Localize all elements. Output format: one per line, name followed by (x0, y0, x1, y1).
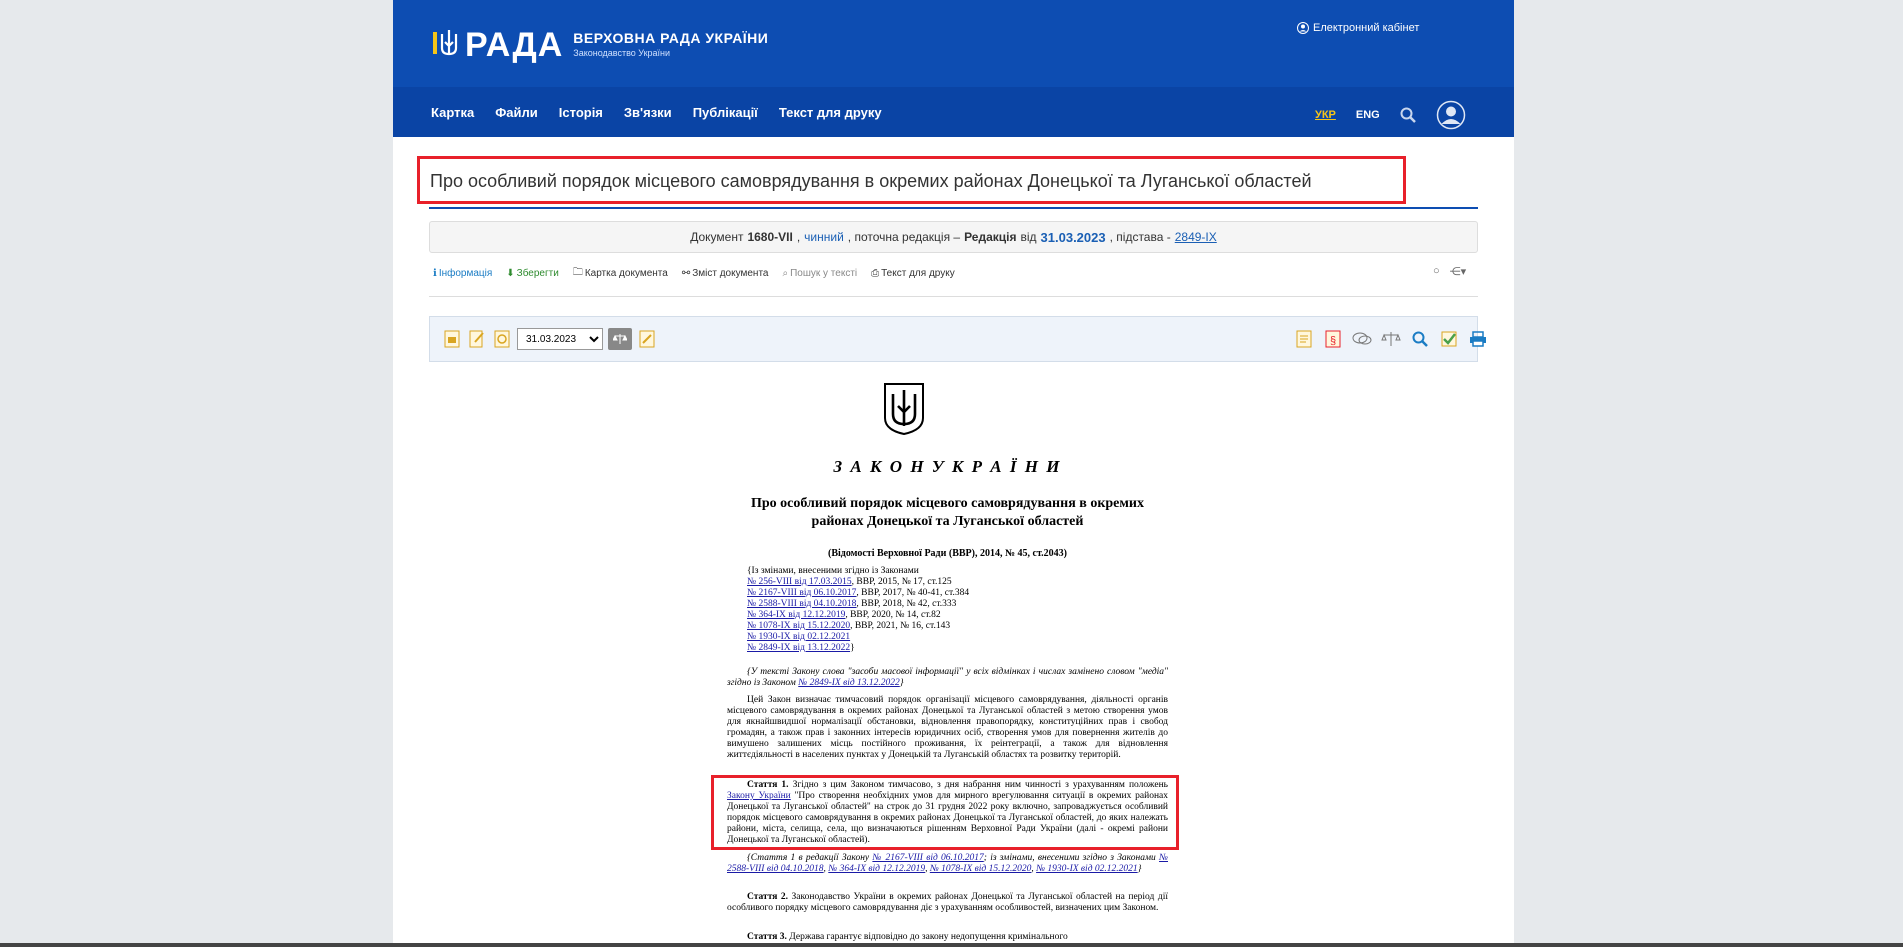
article-3 (727, 932, 1168, 943)
law-link[interactable]: Закону України (727, 791, 791, 801)
tab-print[interactable] (871, 265, 955, 282)
divider (429, 296, 1478, 297)
tab-info-label: Інформація (438, 268, 493, 279)
amendment-source: , ВВР, 2017, № 40-41, ст.384 (856, 588, 970, 598)
amendment-source: , ВВР, 2020, № 14, ст.82 (845, 610, 941, 620)
article-2-text: Законодавство України в окремих районах Донецької та Луганської областей на період дії особливого порядку місцевого самоврядування діє з урахуванням особливостей, визначених цим Законом. (727, 892, 1168, 913)
note-link[interactable]: № 2167-VIII від 06.10.2017 (872, 853, 984, 863)
nav-history[interactable]: Історія (558, 104, 603, 120)
article-2-label: Стаття 2. (747, 892, 789, 902)
amendment-link[interactable]: № 2849-IX від 13.12.2022 (747, 643, 851, 653)
history-icon[interactable] (492, 329, 512, 349)
amendment-item (747, 643, 969, 654)
logo-subtitle: Законодавство України (573, 48, 671, 58)
rada-logo[interactable] (433, 28, 768, 62)
search-small-icon: ⌕ (782, 268, 789, 279)
note-close: } (899, 678, 904, 688)
doc-toolbar (429, 316, 1478, 362)
tab-card-label: Картка документа (584, 268, 668, 279)
docs-icon[interactable] (1294, 329, 1314, 349)
folder-icon: 🗀 (572, 267, 583, 278)
tab-contents-label: Зміст документа (692, 268, 769, 279)
law-title (727, 495, 1168, 531)
amendment-item (747, 599, 969, 610)
nav-files[interactable]: Файли (495, 104, 538, 120)
paragraph-icon[interactable] (1323, 329, 1343, 349)
note-text: ; із змінами, внесеними згідно з Законами (983, 853, 1160, 863)
article-1-text-b: "Про створення необхідних умов для мирного врегулювання ситуації в окремих районах Донецької та Луганської областей" на строк до 31 грудня 2022 року включно, запроваджується особливий порядок місцевого самоврядування в окремих районах Донецької та Луганської областей, до яких належать райони, міста, селища, села, що визначаються рішенням Верховної Ради України (далі - окремі райони Донецької та Луганської областей). (727, 791, 1168, 845)
note-text: {Стаття 1 в редакції Закону (747, 853, 873, 863)
note-close: } (1137, 864, 1142, 874)
check-icon[interactable] (1439, 329, 1459, 349)
amendment-source: } (850, 643, 855, 653)
doc-tabs (433, 265, 955, 282)
user-circle-icon (1297, 22, 1309, 34)
amendment-item (747, 621, 969, 632)
coat-of-arms-icon (883, 382, 925, 436)
doc-prefix: Документ (690, 230, 744, 244)
print-icon: ⎙ (871, 268, 880, 279)
article-3-label: Стаття 3. (747, 932, 787, 942)
amendment-link[interactable]: № 2167-VIII від 06.10.2017 (747, 588, 857, 598)
amendments-heading: {Із змінами, внесеними згідно із Законами (747, 566, 919, 576)
article-2 (727, 892, 1168, 914)
law-title-line1: Про особливий порядок місцевого самоврядування в окремих (750, 496, 1144, 511)
note-link[interactable]: № 364-IX від 12.12.2019 (828, 864, 926, 874)
trident-icon (433, 28, 459, 62)
tab-card[interactable] (573, 265, 668, 282)
site-header (393, 0, 1514, 87)
doc-status: чинний (804, 230, 844, 244)
doc-number: 1680-VII (747, 230, 793, 244)
article-1-label: Стаття 1. (747, 780, 789, 790)
edit-document-icon[interactable] (467, 329, 487, 349)
search-icon[interactable] (1400, 107, 1416, 123)
info-icon: ℹ (433, 268, 437, 279)
tabs-right (1433, 265, 1466, 278)
cabinet-label: Електронний кабінет (1313, 22, 1420, 34)
compare-button[interactable] (608, 328, 632, 350)
amendment-link[interactable]: № 2588-VIII від 04.10.2018 (747, 599, 857, 609)
article-3-text: Держава гарантує відповідно до закону недопущення кримінального (786, 932, 1068, 942)
article-1-text-a: Згідно з цим Законом тимчасово, з дня набрання ним чинності з урахуванням положень (788, 780, 1168, 790)
amendment-link[interactable]: № 364-IX від 12.12.2019 (747, 610, 846, 620)
amendment-source: , ВВР, 2018, № 42, ст.333 (856, 599, 957, 609)
sitemap-icon: ⚯ (681, 268, 691, 279)
svg-text:§: § (1330, 335, 1337, 347)
basis-link[interactable]: 2849-IX (1174, 230, 1217, 244)
bottom-bar (0, 943, 1903, 947)
redaction-date-select[interactable] (517, 328, 603, 350)
search-doc-icon[interactable] (1410, 329, 1430, 349)
main-nav (393, 87, 1514, 137)
tab-info[interactable] (433, 265, 492, 282)
logo-word: РАДА (465, 26, 564, 64)
note-link[interactable]: № 1930-IX від 02.12.2021 (1036, 864, 1138, 874)
title-underline (429, 207, 1478, 209)
note-link[interactable]: № 2588-VIII від 04.10.2018 (727, 853, 1168, 874)
tab-save[interactable] (506, 265, 559, 282)
amendments-list (747, 566, 969, 654)
printer-icon[interactable] (1468, 329, 1488, 349)
tab-contents[interactable] (682, 265, 769, 282)
amendment-item (747, 632, 969, 643)
doc-from: від (1020, 230, 1037, 244)
amendment-item (747, 588, 969, 599)
nav-print[interactable]: Текст для друку (778, 104, 882, 120)
tab-save-label: Зберегти (516, 268, 559, 279)
document-status-bar: Документ 1680-VII , чинний , поточна редакція – Редакція від 31.03.2023 , підстава - 2849-IX (429, 221, 1478, 253)
doc-date: 31.03.2023 (1040, 229, 1106, 245)
amendment-source: , ВВР, 2021, № 16, ст.143 (850, 621, 951, 631)
lang-ukr[interactable]: УКР (1315, 109, 1336, 121)
note-link[interactable]: № 1078-IX від 15.12.2020 (929, 864, 1032, 874)
article-1-note: {Стаття 1 в редакції Закону № 2167-VIII від 06.10.2017; із змінами, внесеними згідно з Законами № 2588-VIII від 04.10.2018, № 364-IX від 12.12.2019, № 1078-IX від 15.12.2020, № 1930-IX від 02.12.2021} (727, 853, 1168, 874)
law-heading: З А К О Н У К Р А Ї Н И (833, 457, 1062, 476)
tab-search-label: Пошук у тексті (790, 268, 858, 279)
tab-print-label: Текст для друку (881, 268, 955, 279)
balance-icon[interactable] (1381, 329, 1401, 349)
vvr-source: (Відомості Верховної Ради (ВВР), 2014, № 45, ст.2043) (828, 548, 1067, 559)
amendment-source: , ВВР, 2015, № 17, ст.125 (851, 577, 952, 587)
comments-icon[interactable] (1352, 329, 1372, 349)
note-text: {У тексті Закону слова "засоби масової інформації" у всіх відмінках і числах замінено словом "медіа" згідно із Законом (727, 667, 1168, 688)
article-1-highlight-box (711, 775, 1179, 850)
doc-current: , поточна редакція – (847, 230, 961, 244)
amendment-item (747, 577, 969, 588)
amendment-link[interactable]: № 256-VIII від 17.03.2015 (747, 577, 852, 587)
doc-redaction: Редакція (964, 230, 1017, 244)
nav-publications[interactable]: Публікації (692, 104, 758, 120)
note-link[interactable]: № 2849-IX від 13.12.2022 (798, 678, 900, 688)
user-avatar-icon[interactable] (1436, 100, 1466, 130)
download-icon: ⬇ (506, 268, 515, 279)
circle-icon[interactable]: ○ (1433, 265, 1440, 277)
logo-title: ВЕРХОВНА РАДА УКРАЇНИ (573, 30, 769, 46)
nav-links[interactable]: Зв'язки (623, 104, 672, 120)
nav-card[interactable]: Картка (431, 104, 475, 120)
amendment-link[interactable]: № 1078-IX від 15.12.2020 (747, 621, 851, 631)
cabinet-link[interactable] (1297, 22, 1419, 34)
share-icon[interactable]: ⋲▾ (1449, 266, 1467, 278)
pencil-note-icon[interactable] (637, 329, 657, 349)
media-note (727, 667, 1168, 689)
document-title-box (417, 156, 1406, 204)
tab-search[interactable] (782, 265, 857, 282)
amendment-link[interactable]: № 1930-IX від 02.12.2021 (747, 632, 851, 642)
document-icon[interactable] (442, 329, 462, 349)
page-title: Про особливий порядок місцевого самоврядування в окремих районах Донецької та Луганської областей (430, 171, 1312, 191)
doc-basis: , підстава - (1109, 230, 1171, 244)
law-title-line2: районах Донецької та Луганської областей (811, 514, 1084, 529)
scales-icon (613, 333, 627, 345)
amendment-item (747, 610, 969, 621)
preamble: Цей Закон визначає тимчасовий порядок організації місцевого самоврядування, діяльності органів місцевого самоврядування в окремих районах Донецької та Луганської областей з метою створення умов для якнайшвидшої нормалізації обстановки, відновлення правопорядку, конституційних прав і свобод громадян, а також прав і законних інтересів юридичних осіб, створення умов для повернення жителів до вимушено залишених місць постійного проживання, їх реінтеграції, а також для відновлення життєдіяльності в населених пунктах у Донецькій та Луганській областях та розвитку територій. (727, 695, 1168, 760)
lang-eng[interactable]: ENG (1355, 109, 1380, 121)
